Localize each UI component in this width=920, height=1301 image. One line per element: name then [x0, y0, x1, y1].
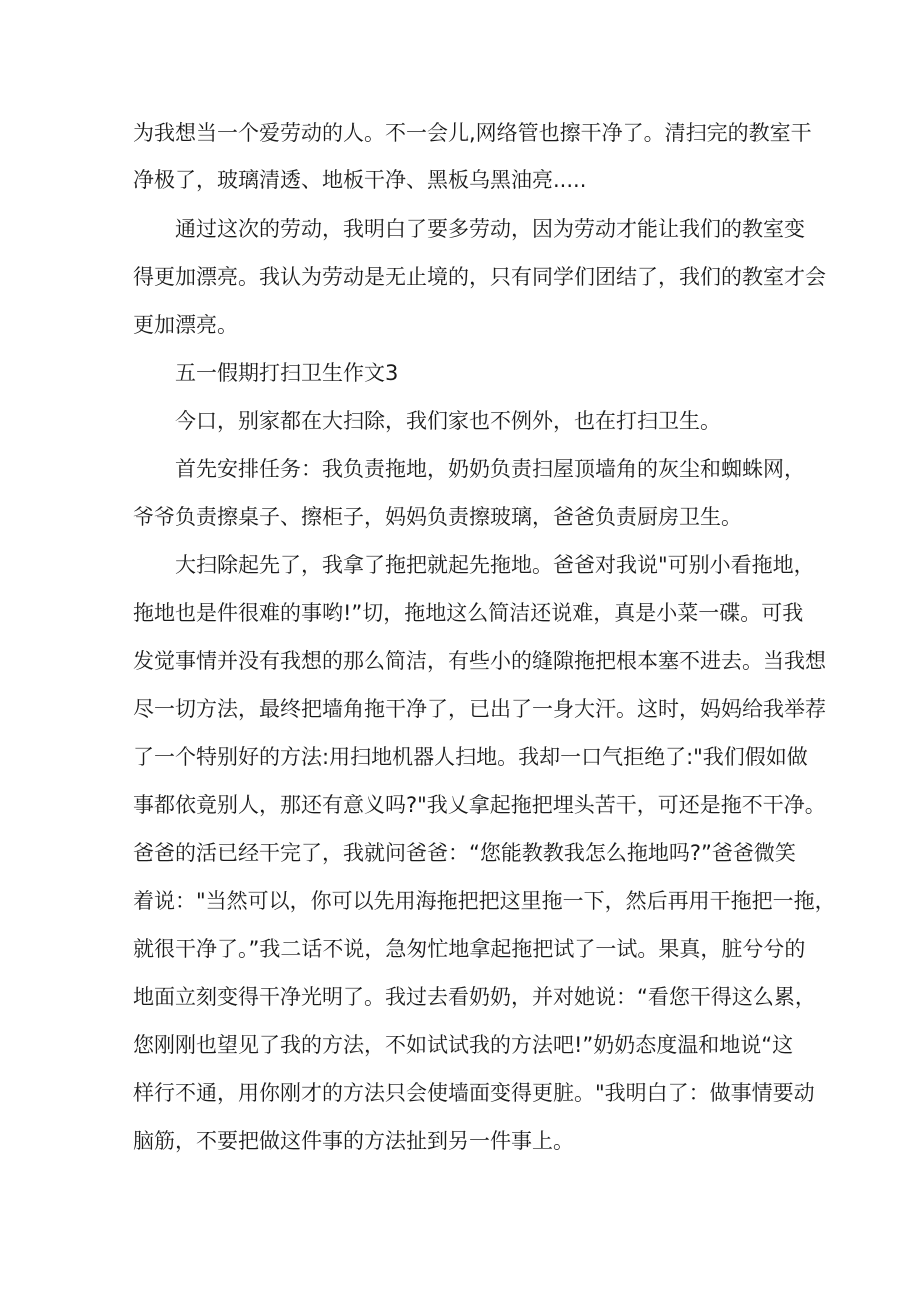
text-line: 地面立刻变得干净光明了。我过去看奶奶，并对她说：“看您干得这么累， — [133, 985, 816, 1009]
paragraph-first-line: 首先安排任务：我负责拖地，奶奶负责扫屋顶墙角的灰尘和蜘蛛网， — [175, 457, 805, 481]
text-line: 着说："当然可以，你可以先用海拖把把这里拖一下，然后再用干拖把一拖， — [133, 889, 836, 913]
text-line: 爷爷负责擦桌子、擦柜子，妈妈负责擦玻璃，爸爸负责厨房卫生。 — [133, 505, 742, 529]
text-line: 样行不通，用你刚才的方法只会使墙面变得更脏。"我明白了：做事情要动 — [133, 1081, 815, 1105]
text-line: 净极了，玻璃清透、地板干净、黑板乌黑油亮..... — [133, 168, 587, 192]
text-line: 脑筋，不要把做这件事的方法扯到另一件事上。 — [133, 1129, 574, 1153]
paragraph-first-line: 大扫除起先了，我拿了拖把就起先拖地。爸爸对我说"可别小看拖地， — [175, 553, 815, 577]
text-line: 拖地也是件很难的事哟!”切，拖地这么简洁还说难，真是小菜一碟。可我 — [133, 601, 804, 625]
text-line: 更加漂亮。 — [133, 313, 238, 337]
text-line: 发觉事情并没有我想的那么简洁，有些小的缝隙拖把根本塞不进去。当我想 — [133, 649, 826, 673]
text-line: 爸爸的活已经干完了，我就问爸爸：“您能教教我怎么拖地吗?”爸爸微笑 — [133, 841, 796, 865]
text-line: 得更加漂亮。我认为劳动是无止境的，只有同学们团结了，我们的教室才会 — [133, 265, 826, 289]
text-line: 就很干净了。”我二话不说，急匆忙地拿起拖把试了一试。果真，脏兮兮的 — [133, 937, 806, 961]
text-line: 事都依竟别人，那还有意义吗?"我乂拿起拖把埋头苦干，可还是拖不干净。 — [133, 793, 826, 817]
paragraph-first-line: 今口，别家都在大扫除，我们家也不例外，也在打扫卫生。 — [175, 409, 721, 433]
text-line: 为我想当一个爱劳动的人。不一会儿,网络管也擦干净了。清扫完的教室干 — [133, 121, 812, 145]
section-heading: 五一假期打扫卫生作文3 — [175, 361, 399, 385]
text-line: 了一个特别好的方法:用扫地机器人扫地。我却一口气拒绝了:"我们假如做 — [133, 745, 808, 769]
text-line: 您刚刚也望见了我的方法，不如试试我的方法吧!”奶奶态度温和地说“这 — [133, 1033, 794, 1057]
paragraph-first-line: 通过这次的劳动，我明白了要多劳动，因为劳动才能让我们的教室变 — [175, 217, 805, 241]
text-line: 尽一切方法，最终把墙角拖干净了，已出了一身大汗。这时，妈妈给我举荐 — [133, 697, 826, 721]
